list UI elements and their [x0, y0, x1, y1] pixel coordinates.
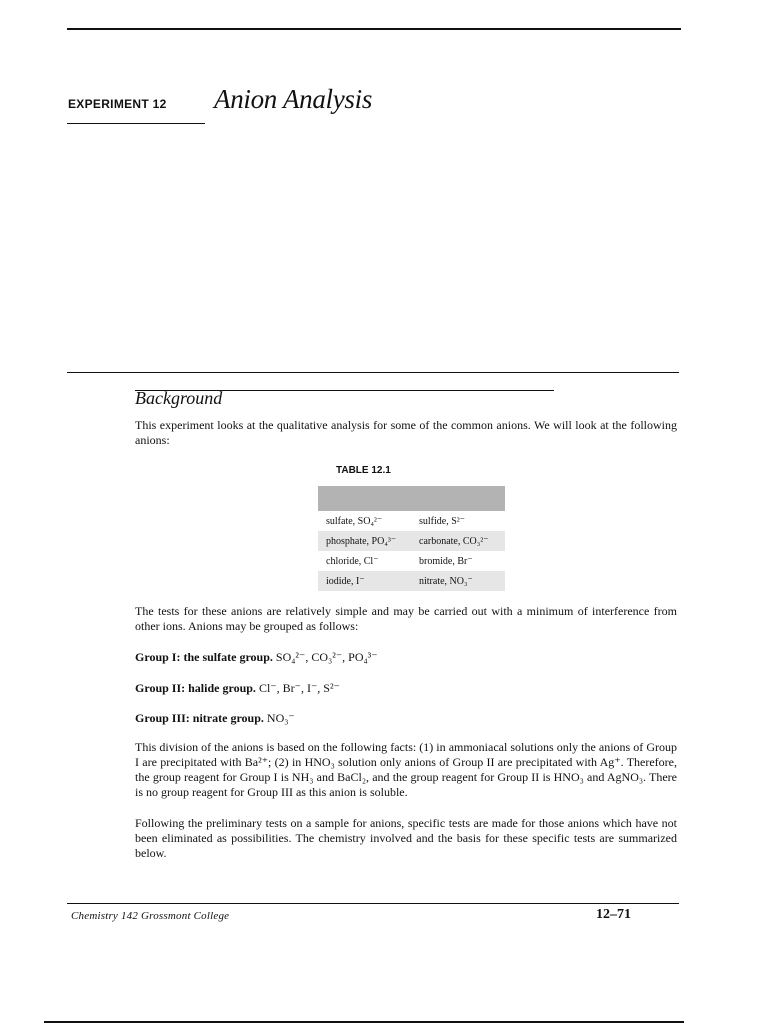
anion-table: [318, 486, 505, 591]
group-iii-ions: NO₃⁻: [266, 711, 295, 725]
table-row: [318, 571, 505, 591]
bottom-rule: [44, 1021, 684, 1023]
table-cell: phosphate, PO₄³⁻: [318, 531, 411, 551]
table-caption: TABLE 12.1: [336, 465, 391, 476]
group-ii-ions: Cl⁻, Br⁻, I⁻, S²⁻: [258, 681, 340, 695]
table-cell: carbonate, CO₃²⁻: [411, 531, 505, 551]
background-heading: Background: [135, 388, 223, 408]
group-ii-line: [135, 681, 340, 696]
group-ii-label: Group II: halide group.: [135, 681, 256, 695]
top-rule: [67, 28, 681, 30]
intro-paragraph: This experiment looks at the qualitative analysis for some of the common anions. We will look at the following anions:: [135, 418, 677, 447]
group-i-ions: SO₄²⁻, CO₃²⁻, PO₄³⁻: [275, 650, 378, 664]
group-iii-label: Group III: nitrate group.: [135, 711, 264, 725]
table-cell: chloride, Cl⁻: [326, 555, 379, 567]
table-header-row: [318, 486, 505, 511]
table-cell: bromide, Br⁻: [419, 555, 473, 567]
table-row: [318, 531, 505, 551]
grouping-intro-paragraph: The tests for these anions are relatively simple and may be carried out with a minimum of interference from other ions. Anions may be grouped as follows:: [135, 604, 677, 633]
group-i-line: [135, 650, 378, 665]
division-paragraph: This division of the anions is based on the following facts: (1) in ammoniacal solutions only the anions of Group I are precipitated with Ba²⁺; (2) in HNO₃ solution only anions of Group II are precipitated with Ag⁺. Therefore, the group reagent for Group I is NH₃ and BaCl₂, and the group reagent for Group II is HNO₃ and AgNO₃. There is no group reagent for Group III as this anion is soluble.: [135, 740, 677, 799]
experiment-label-underline: [67, 123, 205, 124]
following-paragraph: Following the preliminary tests on a sample for anions, specific tests are made for those anions which have not been eliminated as possibilities. The chemistry involved and the basis for these specific tests are summarized below.: [135, 816, 677, 860]
table-row: [318, 551, 505, 571]
page-number: 12–71: [596, 907, 631, 922]
table-cell: iodide, I⁻: [318, 571, 411, 591]
group-iii-line: [135, 711, 295, 726]
footer-rule: [67, 903, 679, 904]
section-divider: [67, 372, 679, 373]
table-cell: sulfide, S²⁻: [419, 515, 466, 527]
table-cell: sulfate, SO₄²⁻: [326, 515, 383, 527]
table-cell: nitrate, NO₃⁻: [411, 571, 505, 591]
table-row: [318, 511, 505, 531]
footer-course: Chemistry 142 Grossmont College: [71, 910, 230, 922]
group-i-label: Group I: the sulfate group.: [135, 650, 273, 664]
page-title: Anion Analysis: [214, 84, 373, 114]
experiment-label: EXPERIMENT 12: [68, 97, 167, 111]
